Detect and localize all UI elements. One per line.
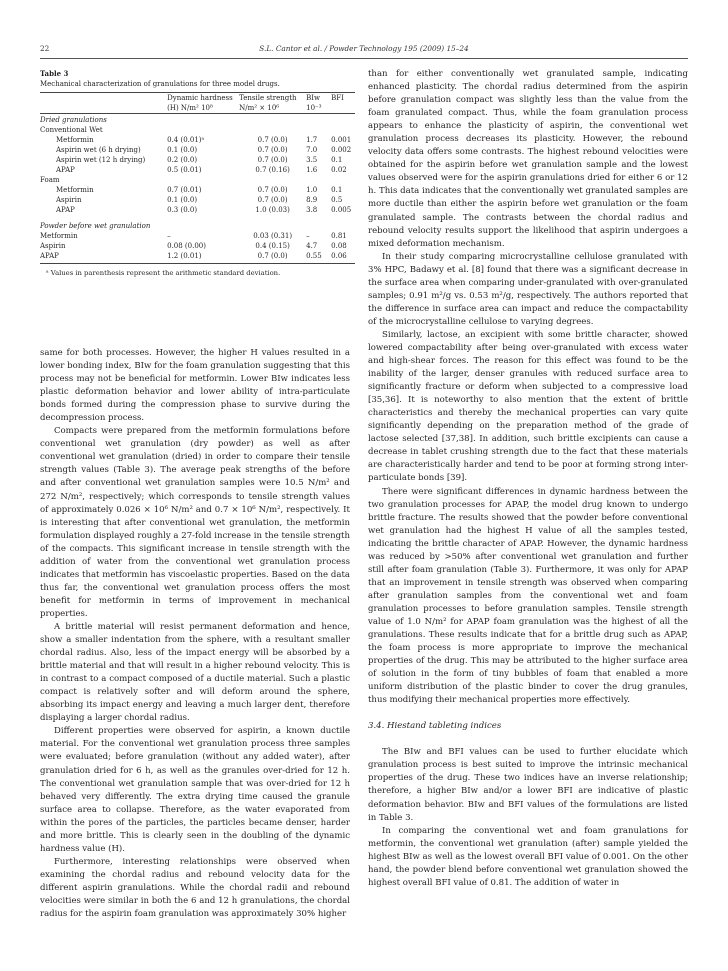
table-cell-bfi: 0.1 [331, 186, 343, 194]
table-row [40, 165, 355, 175]
table-cell-name: APAP [56, 206, 75, 214]
table-cell-bfi: 0.06 [331, 251, 355, 264]
table-group-title: Foam [40, 176, 60, 184]
table-subgroup-row [40, 125, 355, 135]
table-cell-tensile: 0.7 (0.0) [257, 186, 288, 194]
table-cell-hardness: 0.2 (0.0) [167, 156, 198, 164]
table-row [40, 205, 355, 215]
table-cell-hardness: 0.3 (0.0) [167, 206, 198, 214]
table-subgroup-title: Conventional Wet [40, 126, 103, 134]
table-cell-tensile: 0.7 (0.0) [257, 136, 288, 144]
table-cell-bfi: 0.08 [331, 242, 347, 250]
table-cell-tensile: 0.7 (0.16) [255, 166, 290, 174]
table-cell-tensile: 0.7 (0.0) [257, 196, 288, 204]
table-cell-bi: 0.55 [306, 251, 331, 264]
table-cell-bi: 1.7 [306, 136, 318, 144]
table-row [40, 241, 355, 251]
table-cell-name: APAP [56, 166, 75, 174]
table-body [40, 114, 355, 264]
table-cell-bi: 1.0 [306, 186, 318, 194]
table-row [40, 135, 355, 145]
table-row [40, 231, 355, 241]
table-cell-name: Metformin [56, 186, 94, 194]
table-row [40, 185, 355, 195]
table-group-row [40, 114, 355, 126]
table-cell-name: Aspirin wet (6 h drying) [56, 146, 141, 154]
table-cell-bi: 3.5 [306, 156, 318, 164]
header-rule [40, 58, 688, 59]
table-cell-hardness: 0.5 (0.01) [167, 166, 202, 174]
table-cell-name: Metformin [56, 136, 94, 144]
table-cell-bi: 7.0 [306, 146, 318, 154]
table-cell-bfi: 0.1 [331, 156, 343, 164]
left-paragraph-2: Compacts were prepared from the metformin formulations before conventional wet granulation (dry powder) as well as after conventional wet granulation (dried) in order to compare their tensile strength values (Table 3). The average peak strengths of the before and after conventional wet granulation samples were 10.5 N/m² and 272 N/m², respectively; which corresponds to tensile strength values of approximately 0.026 × 10⁶ N/m² and 0.7 × 10⁶ N/m², respectively. It is interesting that after conventional wet granulation, the metformin formulation displayed roughly a 27-fold increase in the tensile strength of the compacts. This significant increase in tensile strength with the addition of water from the conventional wet granulation process indicates that metformin has viscoelastic properties. Based on the data thus far, the conventional wet granulation process offers the most benefit for metformin in terms of improvement in mechanical properties. [40, 426, 350, 619]
table-cell-name: APAP [40, 251, 167, 264]
section-heading: 3.4. Hiestand tableting indices [368, 721, 502, 732]
right-paragraph-5: The BIw and BFI values can be used to further elucidate which granulation process is best suited to improve the intrinsic mechanical properties of the drug. These two indices have an inverse relationship; therefore, a higher BIw and/or a lower BFI are indicative of plastic deformation behavior. BIw and BFI values of the formulations are listed in Table 3. [368, 747, 688, 823]
left-paragraph-5: Furthermore, interesting relationships were observed when examining the chordal radius and rebound velocity data for the different aspirin granulations. While the chordal radii and rebound velocities were similar in both the 6 and 12 h granulations, the chordal radius for the aspirin foam granulation was approximately 30% higher [40, 856, 350, 920]
col-header-bi-units: 10⁻³ [306, 103, 331, 114]
table-cell-bi: 3.8 [306, 206, 318, 214]
table-cell-bi: – [306, 232, 310, 240]
left-paragraph-3: A brittle material will resist permanent deformation and hence, show a smaller indentation from the sphere, with a resultant smaller chordal radius. Also, less of the impact energy will be absorbed by a brittle material and that will result in a higher rebound velocity. This is in contrast to a compact composed of a ductile material. Such a plastic compact is relatively softer and will deform around the sphere, absorbing its impact energy and leaving a much larger dent, therefore displaying a larger chordal radius. [40, 621, 350, 724]
table-caption: Mechanical characterization of granulations for three model drugs. [40, 80, 280, 88]
table-3-grid [40, 92, 355, 264]
table-header-row-2 [40, 103, 355, 114]
table-cell-tensile: 0.03 (0.31) [253, 232, 293, 240]
table-cell-name: Aspirin [56, 196, 82, 204]
col-header-tensile-units: N/m² × 10⁶ [239, 103, 306, 114]
right-paragraph-2: In their study comparing microcrystalline cellulose granulated with 3% HPC, Badawy et al. [8] found that there was a significant decrease in the surface area when comparing under-granulated with over-granulated samples; 0.91 m²/g vs. 0.53 m²/g, respectively. The authors reported that the difference in surface area can impact and reduce the compactability of the microcrystalline cellulose to varying degrees. [368, 251, 688, 327]
table-cell-hardness: 0.1 (0.0) [167, 196, 198, 204]
table-footnote: ᵃ Values in parenthesis represent the arithmetic standard deviation. [46, 269, 281, 277]
left-paragraph-1: same for both processes. However, the higher H values resulted in a lower bonding index, BIw for the foam granulation suggesting that this process may not be beneficial for metformin. Lower BIw indicates less plastic deformation behavior and lower ability of intra-particulate bonds formed during the compression phase to survive during the decompression process. [40, 348, 350, 424]
left-column [40, 347, 350, 921]
table-cell-tensile: 0.7 (0.0) [257, 156, 288, 164]
right-paragraph-1: than for either conventionally wet granulated sample, indicating enhanced plasticity. The chordal radius determined from the aspirin before granulation compact was slightly less than the value from the foam granulated compact. Thus, while the foam granulation process appears to enhance the plasticity of aspirin, the conventional wet granulation process decreases its plasticity. However, the rebound velocity data offers some contrasts. The highest rebound velocities were obtained for the aspirin before wet granulation sample and the lowest values observed were for the aspirin granulations dried for either 6 or 12 h. This data indicates that the conventionally wet granulated samples are more ductile than either the aspirin before wet granulation or the foam granulated sample. The contrasts between the chordal radius and rebound velocity results support the likelihood that aspirin undergoes a mixed deformation mechanism. [368, 69, 688, 249]
table-cell-bi: 8.9 [306, 196, 318, 204]
col-header-bi: BIw [306, 93, 331, 104]
table-row [40, 195, 355, 205]
table-row [40, 251, 355, 264]
table-cell-name: Aspirin [40, 242, 66, 250]
table-cell-bfi: 0.001 [331, 136, 352, 144]
table-cell-bfi: 0.005 [331, 206, 352, 214]
table-cell-name: Metformin [40, 232, 78, 240]
table-label: Table 3 [40, 69, 69, 78]
table-cell-hardness: 0.08 (0.00) [167, 242, 206, 250]
table-cell-bfi: 0.5 [331, 196, 343, 204]
left-paragraph-4: Different properties were observed for aspirin, a known ductile material. For the conventional wet granulation process three samples were evaluated; before granulation (without any added water), after granulation dried for 6 h, as well as the granules over-dried for 12 h. The conventional wet granulation sample that was over-dried for 12 h behaved very differently. The extra drying time caused the granule surface area to collapse. Therefore, as the water evaporated from within the pores of the particles, the particles became denser, harder and more brittle. This is clearly seen in the doubling of the dynamic hardness value (H). [40, 726, 350, 854]
table-cell-name: Aspirin wet (12 h drying) [56, 156, 146, 164]
col-header-hardness: Dynamic hardness [167, 93, 239, 104]
table-cell-hardness: 0.4 (0.01)ᵃ [167, 136, 205, 144]
table-cell-hardness: 1.2 (0.01) [167, 251, 239, 264]
table-cell-hardness: – [167, 232, 171, 240]
table-group-title: Powder before wet granulation [40, 222, 151, 230]
right-paragraph-6: In comparing the conventional wet and foam granulations for metformin, the conventional wet granulation (after) sample yielded the highest BIw as well as the lowest overall BFI value of 0.001. On the other hand, the powder blend before conventional wet granulation showed the highest overall BFI value of 0.81. The addition of water in [368, 825, 688, 888]
table-cell-bfi: 0.002 [331, 146, 352, 154]
table-header-row [40, 93, 355, 104]
table-cell-tensile: 1.0 (0.03) [255, 206, 290, 214]
col-header-hardness-units: (H) N/m² 10⁸ [167, 103, 239, 114]
right-paragraph-4: There were significant differences in dynamic hardness between the two granulation processes for APAP, the model drug known to undergo brittle fracture. The results showed that the powder before conventional wet granulation had the highest H value of all the samples tested, indicating the brittle character of APAP. However, the dynamic hardness was reduced by >50% after conventional wet granulation and further still after foam granulation (Table 3). Furthermore, it was only for APAP that an improvement in tensile strength was observed when comparing after granulation samples from the conventional wet and foam granulation processes to before granulation samples. Tensile strength value of 1.0 N/m² for APAP foam granulation was the highest of all the granulations. These results indicate that for a brittle drug such as APAP, the foam process is more appropriate to improve the mechanical properties of the drug. This may be attributed to the higher surface area of solution in the form of tiny bubbles of foam that enabled a more uniform distribution of the plastic binder to cover the drug granules, thus modifying their mechanical properties more effectively. [368, 486, 688, 706]
page-number: 22 [40, 44, 50, 53]
right-paragraph-3: Similarly, lactose, an excipient with some brittle character, showed lowered compactability after being over-granulated with excess water and high-shear forces. The reason for this effect was found to be the inability of the larger, denser granules with reduced surface area to significantly fracture or deform when subjected to a compressive load [35,36]. It is noteworthy to also mention that the extent of brittle characteristics and thereby the mechanical properties can vary quite significantly depending on the preparation method of the grade of lactose selected [37,38]. In addition, such brittle excipients can cause a decrease in tablet crushing strength due to the fact that these materials are characteristically harder and tend to be poor at forming strong inter-particulate bonds [39]. [368, 329, 688, 484]
journal-reference: S.L. Cantor et al. / Powder Technology 195 (2009) 15–24 [259, 44, 469, 53]
table-cell-bfi: 0.02 [331, 166, 347, 174]
table-cell-bi: 1.6 [306, 166, 318, 174]
table-3 [40, 69, 355, 278]
table-row [40, 145, 355, 155]
table-group-row [40, 175, 355, 185]
table-cell-tensile: 0.7 (0.0) [257, 146, 288, 154]
table-group-title: Dried granulations [40, 116, 107, 124]
table-cell-hardness: 0.7 (0.01) [167, 186, 202, 194]
table-cell-tensile: 0.7 (0.0) [239, 251, 306, 264]
col-header-bfi: BFI [331, 93, 355, 104]
table-cell-bi: 4.7 [306, 242, 318, 250]
table-group-row [40, 215, 355, 231]
right-column [368, 68, 688, 890]
table-cell-tensile: 0.4 (0.15) [255, 242, 290, 250]
col-header-tensile: Tensile strength [239, 93, 306, 104]
table-row [40, 155, 355, 165]
table-cell-bfi: 0.81 [331, 232, 347, 240]
table-cell-hardness: 0.1 (0.0) [167, 146, 198, 154]
